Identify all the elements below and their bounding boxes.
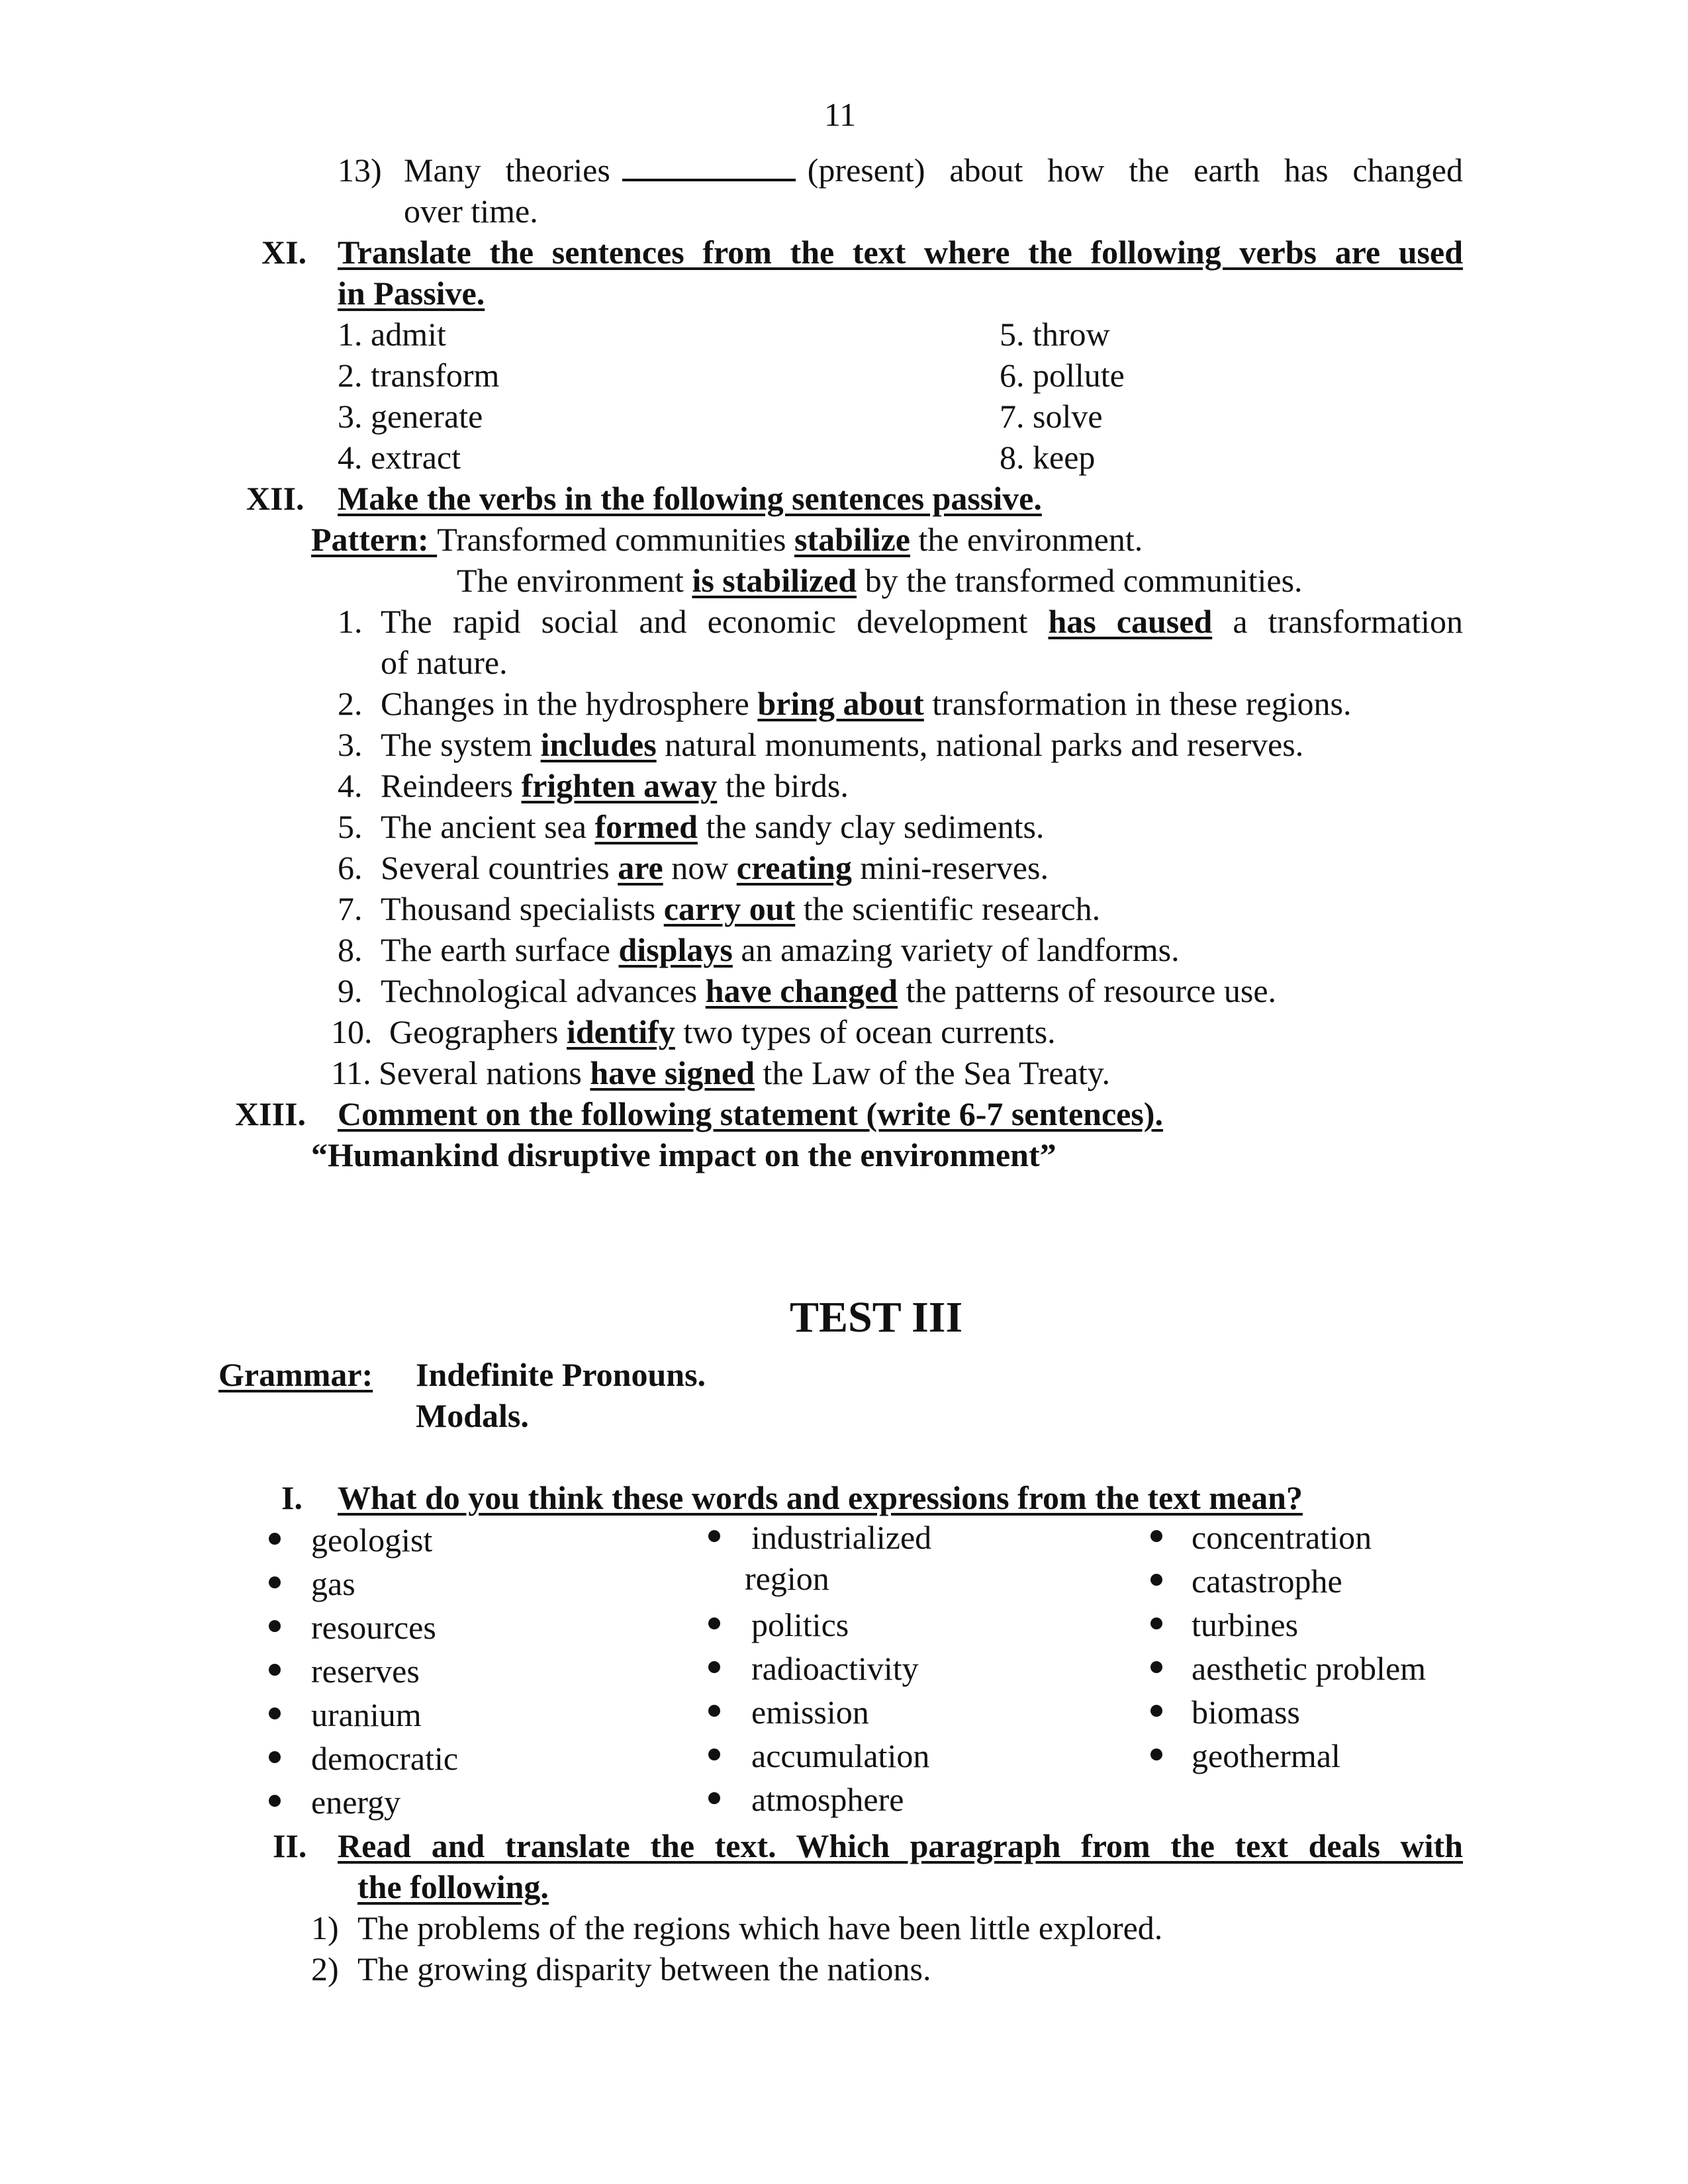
grammar-topic: Indefinite Pronouns. [416, 1356, 706, 1393]
sentence [381, 683, 1351, 724]
sentence-number: 9. [338, 972, 363, 1009]
question-number: 1) [311, 1909, 339, 1946]
sentence-verb: displays [618, 931, 733, 968]
sentence-number: 10. [331, 1013, 373, 1050]
sentence-text: the patterns of resource use. [898, 972, 1277, 1009]
sentence-text: transformation in these regions. [923, 685, 1352, 722]
vocab-word: accumulation [751, 1737, 930, 1774]
vocab-word: aesthetic problem [1192, 1650, 1427, 1687]
verb-item: 5. throw [1000, 316, 1110, 353]
section-xiii-statement: “Humankind disruptive impact on the environment” [311, 1136, 1056, 1173]
bullet-icon [1150, 1617, 1162, 1629]
vocab-word: concentration [1192, 1519, 1372, 1556]
sentence-verb: identify [566, 1013, 675, 1050]
section-xii-title: Make the verbs in the following sentences passive. [338, 480, 1042, 517]
sentence [381, 724, 1303, 765]
item-13-sentence [404, 150, 1463, 191]
sentence-text: the scientific research. [795, 890, 1101, 927]
section-xi-title-cont: in Passive. [338, 275, 485, 312]
sentence-number: 6. [338, 849, 363, 886]
section-xii-number: XII. [246, 480, 305, 517]
sentence-text: the birds. [717, 767, 849, 804]
sentence-text: The rapid social and economic development [381, 603, 1049, 640]
grammar-label: Grammar: [218, 1356, 373, 1393]
sentence-text: the sandy clay sediments. [697, 808, 1045, 845]
vocab-word: biomass [1192, 1694, 1300, 1731]
sentence-verb: frighten away [521, 767, 718, 804]
bullet-icon [269, 1795, 281, 1807]
sentence-text: now [663, 849, 737, 886]
page-number: 11 [824, 96, 857, 133]
vocab-word: democratic [311, 1740, 459, 1777]
vocab-word: gas [311, 1565, 355, 1602]
verb-item: 8. keep [1000, 439, 1096, 476]
sentence-text: the Law of the Sea Treaty. [755, 1054, 1110, 1091]
sentence-number: 8. [338, 931, 363, 968]
sentence-verb: formed [594, 808, 698, 845]
sentence [381, 765, 849, 806]
bullet-icon [1150, 1749, 1162, 1760]
vocab-word-cont: region [745, 1560, 829, 1597]
section-ii-title-cont: the following. [357, 1868, 549, 1905]
bullet-icon [1150, 1530, 1162, 1542]
pattern-verb: is stabilized [692, 562, 857, 599]
sentence-text: Thousand specialists [381, 890, 664, 927]
pattern-text: The environment [457, 562, 692, 599]
question-text: The problems of the regions which have been little explored. [357, 1909, 1163, 1946]
sentence-text: a transformation [1212, 603, 1463, 640]
sentence-text: Changes in the hydrosphere [381, 685, 758, 722]
vocab-word: industrialized [751, 1519, 932, 1556]
pattern-verb: stabilize [794, 521, 910, 558]
sentence-number: 7. [338, 890, 363, 927]
bullet-icon [269, 1620, 281, 1632]
sentence-number: 5. [338, 808, 363, 845]
vocab-word: resources [311, 1609, 436, 1646]
sentence-verb: are [618, 849, 663, 886]
section-xi-number: XI. [261, 234, 307, 271]
sentence-text: mini-reserves. [851, 849, 1049, 886]
sentence-text: Geographers [389, 1013, 567, 1050]
bullet-icon [708, 1749, 720, 1760]
verb-item: 6. pollute [1000, 357, 1125, 394]
sentence-number: 3. [338, 726, 363, 763]
item-13-start: Many theories [404, 152, 610, 189]
sentence-number: 2. [338, 685, 363, 722]
vocab-word: geologist [311, 1522, 433, 1559]
sentence [381, 970, 1276, 1011]
sentence-verb: have changed [705, 972, 898, 1009]
bullet-icon [269, 1707, 281, 1719]
sentence [389, 1011, 1056, 1052]
sentence-verb: have signed [590, 1054, 755, 1091]
item-13-number: 13) [338, 152, 382, 189]
bullet-icon [1150, 1661, 1162, 1673]
vocab-word: uranium [311, 1696, 422, 1733]
pattern-line [311, 519, 1143, 560]
bullet-icon [269, 1576, 281, 1588]
bullet-icon [269, 1664, 281, 1676]
sentence-text: The ancient sea [381, 808, 595, 845]
pattern-text: by the transformed communities. [857, 562, 1303, 599]
sentence [381, 847, 1049, 888]
item-13-continuation: over time. [404, 193, 538, 230]
sentence-text: two types of ocean currents. [675, 1013, 1056, 1050]
vocab-word: radioactivity [751, 1650, 919, 1687]
sentence [381, 601, 1463, 642]
grammar-topic: Modals. [416, 1397, 529, 1434]
sentence-verb: bring about [757, 685, 924, 722]
sentence-continuation: of nature. [381, 644, 508, 681]
test-title: TEST III [790, 1293, 963, 1342]
sentence-text: Reindeers [381, 767, 522, 804]
vocab-word: turbines [1192, 1606, 1299, 1643]
sentence-number: 1. [338, 603, 363, 640]
bullet-icon [1150, 1705, 1162, 1717]
vocab-word: emission [751, 1694, 869, 1731]
section-xi-title: Translate the sentences from the text where the following verbs are used [338, 234, 1463, 271]
verb-item: 7. solve [1000, 398, 1103, 435]
sentence-number: 11. [331, 1054, 371, 1091]
verb-item: 3. generate [338, 398, 483, 435]
bullet-icon [708, 1530, 720, 1542]
bullet-icon [269, 1533, 281, 1545]
sentence [381, 806, 1044, 847]
section-ii-title: Read and translate the text. Which paragraph from the text deals with [338, 1827, 1463, 1864]
sentence-number: 4. [338, 767, 363, 804]
bullet-icon [1150, 1574, 1162, 1586]
vocab-word: catastrophe [1192, 1563, 1342, 1600]
sentence-text: natural monuments, national parks and reserves. [656, 726, 1304, 763]
sentence [381, 888, 1100, 929]
question-text: The growing disparity between the nations. [357, 1950, 931, 1987]
vocab-word: energy [311, 1784, 401, 1821]
sentence-text: Several countries [381, 849, 618, 886]
verb-item: 2. transform [338, 357, 500, 394]
sentence-text: Technological advances [381, 972, 706, 1009]
section-i-title: What do you think these words and expressions from the text mean? [338, 1479, 1303, 1516]
pattern-label: Pattern: [311, 521, 438, 558]
answer-blank[interactable] [622, 152, 796, 181]
vocab-word: atmosphere [751, 1781, 904, 1818]
sentence [379, 1052, 1110, 1093]
sentence-verb: includes [540, 726, 657, 763]
sentence-text: an amazing variety of landforms. [732, 931, 1180, 968]
pattern-passive-line [457, 560, 1303, 601]
pattern-text: the environment. [910, 521, 1143, 558]
pattern-text: Transformed communities [437, 521, 794, 558]
section-xiii-number: XIII. [235, 1095, 306, 1132]
bullet-icon [269, 1751, 281, 1763]
bullet-icon [708, 1661, 720, 1673]
sentence-text: The system [381, 726, 541, 763]
bullet-icon [708, 1705, 720, 1717]
verb-item: 4. extract [338, 439, 461, 476]
sentence-verb: has caused [1048, 603, 1213, 640]
vocab-word: geothermal [1192, 1737, 1340, 1774]
sentence-text: The earth surface [381, 931, 619, 968]
section-i-number: I. [281, 1479, 303, 1516]
verb-item: 1. admit [338, 316, 446, 353]
question-number: 2) [311, 1950, 339, 1987]
vocab-word: reserves [311, 1653, 420, 1690]
section-xiii-title: Comment on the following statement (write 6-7 sentences). [338, 1095, 1163, 1132]
sentence-verb: creating [736, 849, 852, 886]
sentence [381, 929, 1180, 970]
sentence-text: Several nations [379, 1054, 590, 1091]
item-13-end: (present) about how the earth has changed [807, 152, 1463, 189]
sentence-verb: carry out [663, 890, 796, 927]
bullet-icon [708, 1792, 720, 1804]
bullet-icon [708, 1617, 720, 1629]
vocab-word: politics [751, 1606, 849, 1643]
section-ii-number: II. [273, 1827, 307, 1864]
